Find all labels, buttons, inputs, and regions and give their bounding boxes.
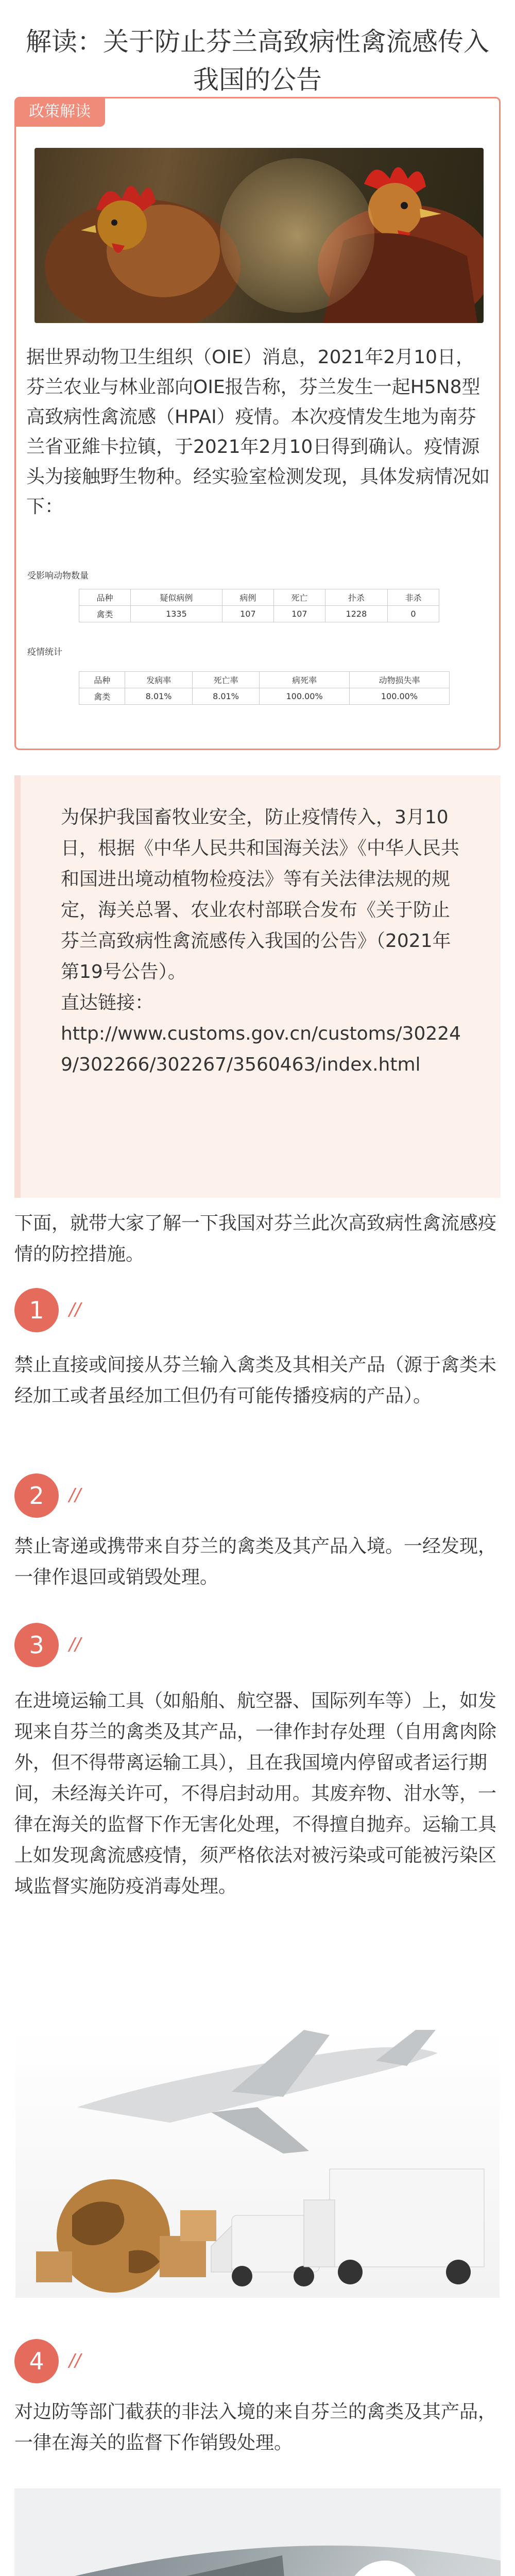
table-cell: 100.00% bbox=[260, 688, 350, 705]
measure-1-text: 禁止直接或间接从芬兰输入禽类及其相关产品（源于禽类未经加工或者虽经加工但仍有可能传播疫病的产品）。 bbox=[14, 1354, 497, 1406]
notice-text: 为保护我国畜牧业安全，防止疫情传入，3月10日，根据《中华人民共和国海关法》《中华人民共和国进出境动植物检疫法》等有关法律法规的规定，海关总署、农业农村部联合发布《关于防止芬兰高致病性禽流感传入我国的公告》（2021年第19号公告）。 bbox=[61, 807, 460, 982]
link-label: 直达链接： bbox=[61, 992, 154, 1013]
slash-decoration: // bbox=[69, 1485, 81, 1505]
table-cell: 禽类 bbox=[79, 606, 131, 622]
table-header-cell: 死亡 bbox=[273, 589, 325, 606]
table-cell: 禽类 bbox=[79, 688, 125, 705]
table-header-cell: 病死率 bbox=[260, 672, 350, 688]
table-header-cell: 疑似病例 bbox=[130, 589, 222, 606]
slash-decoration: // bbox=[69, 1634, 81, 1655]
customs-inspection-photo bbox=[14, 2488, 501, 2576]
table-cell: 1335 bbox=[130, 606, 222, 622]
table-row bbox=[79, 688, 450, 705]
policy-interpretation-box bbox=[14, 97, 501, 750]
table-header-cell: 病例 bbox=[222, 589, 273, 606]
table-cell: 8.01% bbox=[192, 688, 259, 705]
table-cell: 8.01% bbox=[125, 688, 192, 705]
logistics-illustration bbox=[15, 2030, 500, 2298]
measure-2-text: 禁止寄递或携带来自芬兰的禽类及其产品入境。一经发现，一律作退回或销毁处理。 bbox=[14, 1536, 497, 1588]
rooster-photo bbox=[35, 148, 484, 323]
page-title: 解读：关于防止芬兰高致病性禽流感传入我国的公告 bbox=[26, 27, 489, 95]
measure-3-text: 在进境运输工具（如船舶、航空器、国际列车等）上，如发现来自芬兰的禽类及其产品，一律作封存处理（自用禽肉除外，但不得带离运输工具），且在我国境内停留或者运行期间，未经海关许可，不得启封动用。其废弃物、泔水等，一律在海关的监督下作无害化处理，不得擅自抛弃。运输工具上如发现禽流感疫情，须严格依法对被污染或可能被污染区域监督实施防疫消毒处理。 bbox=[14, 1690, 497, 1897]
table-header-row bbox=[79, 672, 450, 688]
slash-decoration: // bbox=[69, 2350, 81, 2371]
table-cell: 107 bbox=[273, 606, 325, 622]
table-header-row bbox=[79, 589, 439, 606]
table-cell: 100.00% bbox=[349, 688, 449, 705]
measures-intro: 下面，就带大家了解一下我国对芬兰此次高致病性禽流感疫情的防控措施。 bbox=[14, 1213, 497, 1265]
measure-number-badge: 2 bbox=[14, 1473, 59, 1518]
announcement-notice bbox=[14, 775, 501, 1198]
measure-4-text: 对边防等部门截获的非法入境的来自芬兰的禽类及其产品，一律在海关的监督下作销毁处理。 bbox=[14, 2401, 497, 2453]
table2-label: 疫情统计 bbox=[27, 647, 62, 657]
outbreak-description: 据世界动物卫生组织（OIE）消息，2021年2月10日，芬兰农业与林业部向OIE报告称，芬兰发生一起H5N8型高致病性禽流感（HPAI）疫情。本次疫情发生地为南芬兰省亚維卡拉镇，于2021年2月10日得到确认。疫情源头为接触野生物种。经实验室检测发现，具体发病情况如下： bbox=[26, 347, 490, 517]
announcement-link[interactable]: http://www.customs.gov.cn/customs/302249/302266/302267/3560463/index.html bbox=[61, 1023, 461, 1075]
table-header-cell: 品种 bbox=[79, 589, 131, 606]
section-tag: 政策解读 bbox=[14, 97, 105, 127]
table-cell: 1228 bbox=[325, 606, 387, 622]
measure-number-badge: 1 bbox=[14, 1288, 59, 1332]
table-row bbox=[79, 606, 439, 622]
measure-number-badge: 4 bbox=[14, 2339, 59, 2383]
outbreak-statistics-table bbox=[79, 671, 450, 705]
table-header-cell: 发病率 bbox=[125, 672, 192, 688]
table-header-cell: 动物损失率 bbox=[349, 672, 449, 688]
table1-label: 受影响动物数量 bbox=[27, 571, 89, 581]
table-cell: 107 bbox=[222, 606, 273, 622]
notice-accent-bar bbox=[14, 775, 21, 1198]
measure-number-badge: 3 bbox=[14, 1623, 59, 1667]
table-header-cell: 非杀 bbox=[387, 589, 439, 606]
table-header-cell: 死亡率 bbox=[192, 672, 259, 688]
affected-animals-table bbox=[79, 589, 439, 622]
slash-decoration: // bbox=[69, 1299, 81, 1320]
table-header-cell: 扑杀 bbox=[325, 589, 387, 606]
table-header-cell: 品种 bbox=[79, 672, 125, 688]
table-cell: 0 bbox=[387, 606, 439, 622]
